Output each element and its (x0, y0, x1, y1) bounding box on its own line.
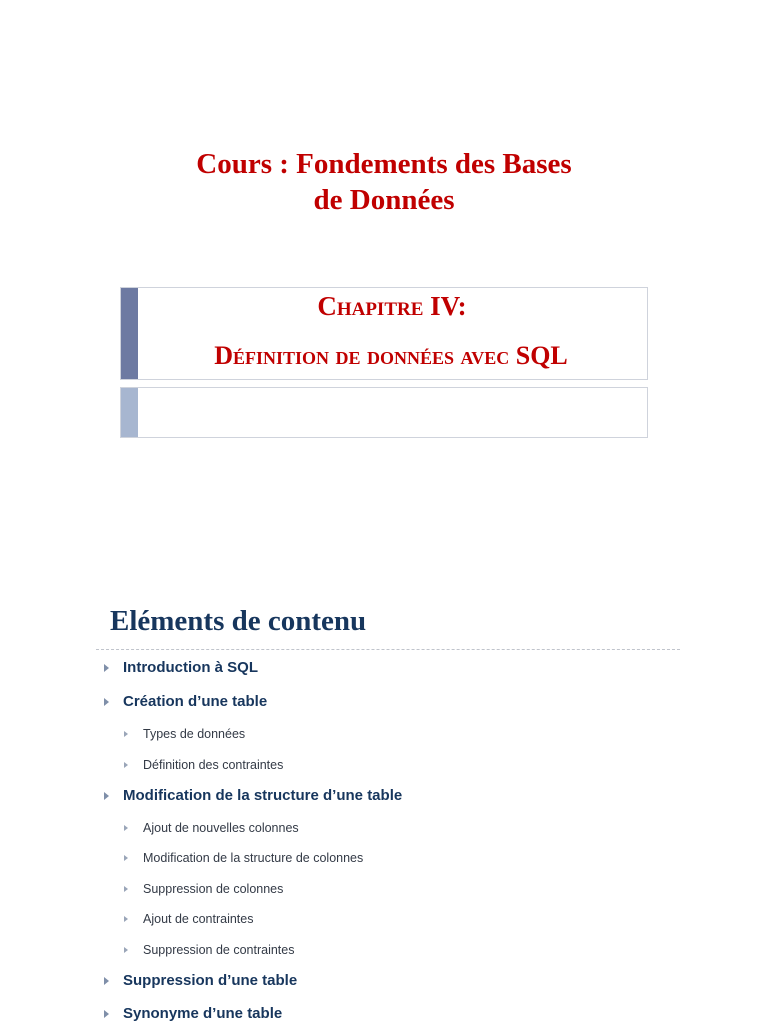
sub-list-item-label: Types de données (143, 727, 246, 741)
triangle-right-icon (104, 664, 109, 672)
sub-list-item (124, 757, 283, 773)
course-title (80, 146, 688, 218)
list-item-label: Suppression d’une table (123, 972, 298, 989)
list-item (104, 692, 267, 712)
accent-bar-light (121, 388, 138, 437)
triangle-right-icon (124, 886, 128, 892)
sub-list-item-label: Ajout de contraintes (143, 912, 254, 926)
subtitle-box (120, 387, 648, 438)
sub-list-item (124, 850, 363, 866)
sub-list-item (124, 881, 283, 897)
list-item (104, 971, 297, 991)
sub-list-item (124, 726, 245, 742)
section-title: Eléments de contenu (110, 605, 367, 637)
triangle-right-icon (104, 1010, 109, 1018)
triangle-right-icon (124, 947, 128, 953)
sub-list-item-label: Suppression de colonnes (143, 882, 284, 896)
divider (96, 649, 680, 650)
accent-bar-dark (121, 288, 138, 379)
sub-list-item-label: Ajout de nouvelles colonnes (143, 821, 299, 835)
sub-list-item (124, 820, 299, 836)
list-item-label: Synonyme d’une table (123, 1005, 283, 1022)
triangle-right-icon (104, 977, 109, 985)
triangle-right-icon (124, 916, 128, 922)
triangle-right-icon (124, 731, 128, 737)
course-title-line1: Cours : Fondements des Bases (196, 148, 572, 180)
list-item-label: Création d’une table (123, 693, 268, 710)
list-item (104, 1004, 282, 1024)
list-item (104, 786, 402, 806)
triangle-right-icon (104, 698, 109, 706)
chapter-number: Chapitre IV: (317, 291, 467, 321)
course-title-line2: de Données (313, 184, 455, 216)
triangle-right-icon (124, 855, 128, 861)
triangle-right-icon (124, 825, 128, 831)
chapter-title: Définition de données avec SQL (214, 341, 568, 370)
slide-contents (0, 560, 768, 1024)
triangle-right-icon (104, 792, 109, 800)
sub-list-item (124, 942, 294, 958)
triangle-right-icon (124, 762, 128, 768)
list-item-label: Introduction à SQL (123, 659, 258, 676)
sub-list-item-label: Suppression de contraintes (143, 943, 295, 957)
list-item (104, 658, 258, 678)
chapter-box (120, 287, 648, 380)
sub-list-item-label: Définition des contraintes (143, 758, 284, 772)
sub-list-item (124, 911, 254, 927)
sub-list-item-label: Modification de la structure de colonnes (143, 851, 364, 865)
list-item-label: Modification de la structure d’une table (123, 787, 403, 804)
